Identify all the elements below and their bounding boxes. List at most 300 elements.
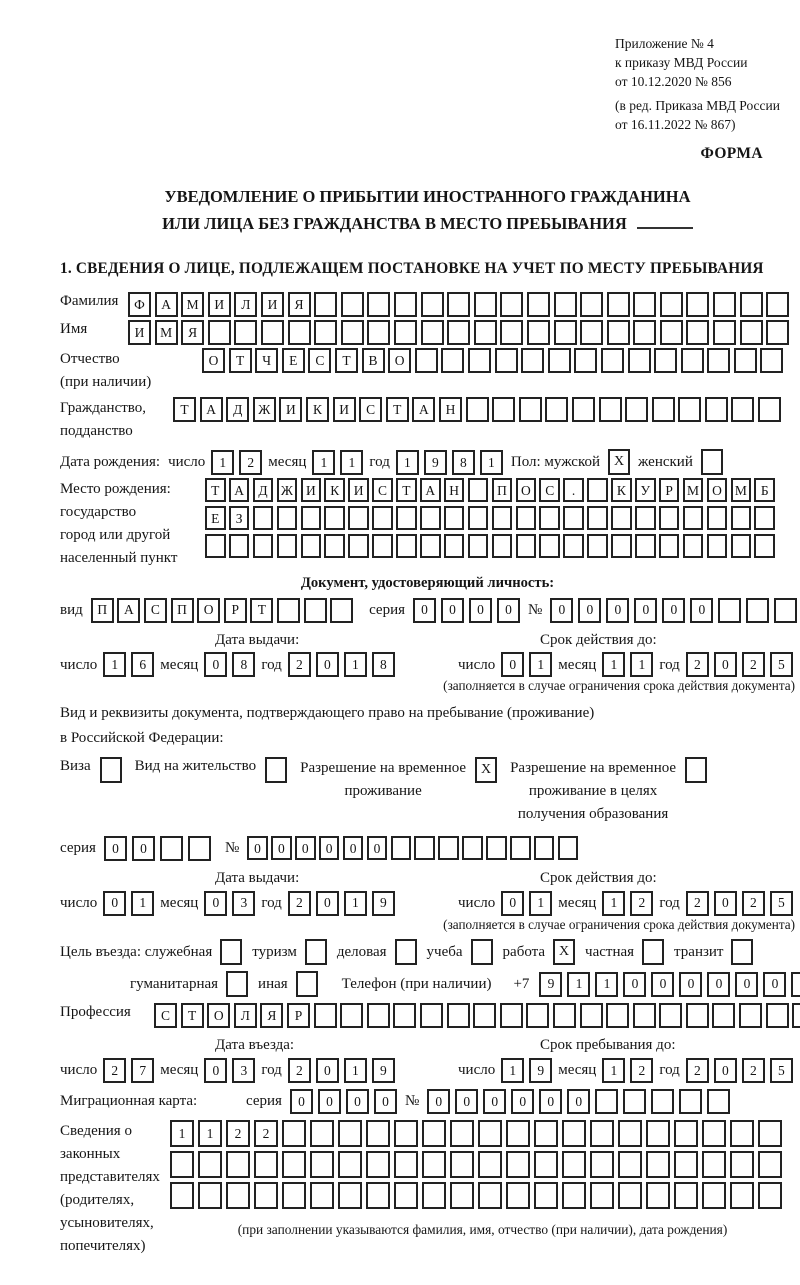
rvp-checkbox[interactable]: X (475, 757, 497, 783)
char-box-filled[interactable]: С (359, 397, 382, 422)
char-box-empty[interactable] (340, 1003, 363, 1028)
char-box-filled[interactable]: 5 (770, 652, 793, 677)
char-box-filled[interactable]: 6 (131, 652, 154, 677)
char-box-empty[interactable] (674, 1120, 698, 1147)
sex-male-checkbox[interactable]: X (608, 449, 630, 475)
char-box-empty[interactable] (282, 1120, 306, 1147)
char-box-filled[interactable]: И (348, 478, 369, 502)
char-box-empty[interactable] (718, 598, 741, 623)
char-box-empty[interactable] (254, 1151, 278, 1178)
char-box-empty[interactable] (707, 534, 728, 558)
char-box-empty[interactable] (348, 506, 369, 530)
char-box-empty[interactable] (394, 292, 417, 317)
char-box-empty[interactable] (792, 1003, 800, 1028)
char-box-filled[interactable]: 0 (679, 972, 702, 997)
char-box-empty[interactable] (731, 397, 754, 422)
sex-female-checkbox[interactable] (701, 449, 723, 475)
char-box-empty[interactable] (324, 506, 345, 530)
char-box-filled[interactable]: С (372, 478, 393, 502)
char-box-empty[interactable] (261, 320, 284, 345)
char-box-filled[interactable]: 2 (288, 891, 311, 916)
char-box-empty[interactable] (282, 1182, 306, 1209)
char-box-empty[interactable] (160, 836, 183, 861)
purpose-private-checkbox[interactable] (642, 939, 664, 965)
char-box-empty[interactable] (659, 1003, 682, 1028)
char-box-empty[interactable] (595, 1089, 618, 1114)
char-box-filled[interactable]: 0 (550, 598, 573, 623)
char-box-empty[interactable] (539, 534, 560, 558)
char-box-filled[interactable]: 0 (623, 972, 646, 997)
char-box-filled[interactable]: . (563, 478, 584, 502)
char-box-filled[interactable]: 1 (396, 450, 419, 475)
char-box-empty[interactable] (277, 506, 298, 530)
char-box-empty[interactable] (450, 1151, 474, 1178)
char-box-filled[interactable]: Д (253, 478, 274, 502)
char-box-filled[interactable]: 1 (595, 972, 618, 997)
char-box-empty[interactable] (420, 506, 441, 530)
char-box-empty[interactable] (633, 320, 656, 345)
char-box-filled[interactable]: 0 (204, 1058, 227, 1083)
char-box-empty[interactable] (391, 836, 412, 860)
char-box-empty[interactable] (229, 534, 250, 558)
char-box-empty[interactable] (625, 397, 648, 422)
char-box-filled[interactable]: М (155, 320, 178, 345)
char-box-empty[interactable] (681, 348, 704, 373)
char-box-filled[interactable]: 0 (483, 1089, 506, 1114)
char-box-empty[interactable] (554, 320, 577, 345)
char-box-filled[interactable]: 1 (567, 972, 590, 997)
char-box-filled[interactable]: 0 (346, 1089, 369, 1114)
char-box-filled[interactable]: 1 (501, 1058, 524, 1083)
char-box-filled[interactable]: А (420, 478, 441, 502)
char-box-filled[interactable]: 0 (707, 972, 730, 997)
char-box-empty[interactable] (341, 320, 364, 345)
char-box-empty[interactable] (198, 1151, 222, 1178)
char-box-filled[interactable]: 1 (344, 652, 367, 677)
char-box-empty[interactable] (474, 320, 497, 345)
char-box-filled[interactable]: 0 (103, 891, 126, 916)
char-box-empty[interactable] (558, 836, 579, 860)
char-box-empty[interactable] (574, 348, 597, 373)
char-box-filled[interactable]: 0 (567, 1089, 590, 1114)
char-box-filled[interactable]: 0 (511, 1089, 534, 1114)
purpose-business-checkbox[interactable] (395, 939, 417, 965)
char-box-empty[interactable] (492, 534, 513, 558)
char-box-filled[interactable]: 2 (254, 1120, 278, 1147)
char-box-empty[interactable] (659, 506, 680, 530)
char-box-empty[interactable] (562, 1182, 586, 1209)
purpose-official-checkbox[interactable] (220, 939, 242, 965)
char-box-empty[interactable] (766, 320, 789, 345)
char-box-empty[interactable] (396, 506, 417, 530)
char-box-filled[interactable]: 1 (602, 1058, 625, 1083)
char-box-empty[interactable] (730, 1120, 754, 1147)
char-box-filled[interactable]: 2 (239, 450, 262, 475)
char-box-empty[interactable] (758, 1151, 782, 1178)
char-box-empty[interactable] (758, 397, 781, 422)
char-box-empty[interactable] (674, 1182, 698, 1209)
char-box-empty[interactable] (366, 1120, 390, 1147)
visa-checkbox[interactable] (100, 757, 122, 783)
char-box-empty[interactable] (707, 348, 730, 373)
char-box-empty[interactable] (338, 1182, 362, 1209)
char-box-filled[interactable]: 2 (288, 1058, 311, 1083)
char-box-empty[interactable] (554, 292, 577, 317)
char-box-filled[interactable]: С (308, 348, 331, 373)
char-box-empty[interactable] (683, 506, 704, 530)
char-box-empty[interactable] (539, 506, 560, 530)
char-box-filled[interactable]: 0 (714, 1058, 737, 1083)
char-box-empty[interactable] (580, 1003, 603, 1028)
char-box-filled[interactable]: 0 (204, 652, 227, 677)
char-box-empty[interactable] (277, 598, 300, 623)
char-box-filled[interactable]: Р (287, 1003, 310, 1028)
char-box-empty[interactable] (646, 1182, 670, 1209)
char-box-empty[interactable] (774, 598, 797, 623)
char-box-empty[interactable] (702, 1151, 726, 1178)
char-box-filled[interactable]: 7 (131, 1058, 154, 1083)
char-box-filled[interactable]: 0 (634, 598, 657, 623)
char-box-empty[interactable] (450, 1120, 474, 1147)
char-box-empty[interactable] (611, 534, 632, 558)
char-box-empty[interactable] (607, 292, 630, 317)
char-box-empty[interactable] (739, 1003, 762, 1028)
char-box-empty[interactable] (367, 1003, 390, 1028)
char-box-empty[interactable] (534, 836, 555, 860)
char-box-empty[interactable] (468, 348, 491, 373)
char-box-empty[interactable] (301, 506, 322, 530)
char-box-filled[interactable]: С (539, 478, 560, 502)
char-box-filled[interactable]: О (388, 348, 411, 373)
char-box-empty[interactable] (740, 320, 763, 345)
char-box-empty[interactable] (562, 1120, 586, 1147)
char-box-empty[interactable] (646, 1120, 670, 1147)
char-box-empty[interactable] (304, 598, 327, 623)
char-box-empty[interactable] (444, 534, 465, 558)
char-box-filled[interactable]: 0 (662, 598, 685, 623)
char-box-empty[interactable] (420, 534, 441, 558)
char-box-empty[interactable] (394, 1182, 418, 1209)
char-box-empty[interactable] (590, 1151, 614, 1178)
char-box-empty[interactable] (628, 348, 651, 373)
char-box-empty[interactable] (478, 1120, 502, 1147)
char-box-empty[interactable] (548, 348, 571, 373)
char-box-empty[interactable] (534, 1182, 558, 1209)
char-box-filled[interactable]: И (301, 478, 322, 502)
purpose-other-checkbox[interactable] (296, 971, 318, 997)
char-box-empty[interactable] (683, 534, 704, 558)
char-box-filled[interactable]: Я (260, 1003, 283, 1028)
char-box-empty[interactable] (516, 534, 537, 558)
char-box-empty[interactable] (198, 1182, 222, 1209)
char-box-empty[interactable] (746, 598, 769, 623)
char-box-empty[interactable] (521, 348, 544, 373)
char-box-empty[interactable] (414, 836, 435, 860)
char-box-filled[interactable]: 0 (413, 598, 436, 623)
char-box-empty[interactable] (654, 348, 677, 373)
char-box-empty[interactable] (372, 506, 393, 530)
char-box-filled[interactable]: Е (282, 348, 305, 373)
char-box-empty[interactable] (754, 534, 775, 558)
purpose-study-checkbox[interactable] (471, 939, 493, 965)
char-box-empty[interactable] (730, 1182, 754, 1209)
char-box-filled[interactable]: 0 (316, 1058, 339, 1083)
char-box-filled[interactable]: 2 (742, 1058, 765, 1083)
char-box-empty[interactable] (500, 320, 523, 345)
char-box-empty[interactable] (478, 1182, 502, 1209)
char-box-empty[interactable] (234, 320, 257, 345)
char-box-filled[interactable]: Т (396, 478, 417, 502)
char-box-filled[interactable]: Л (234, 1003, 257, 1028)
char-box-filled[interactable]: 2 (686, 652, 709, 677)
char-box-empty[interactable] (734, 348, 757, 373)
char-box-empty[interactable] (500, 292, 523, 317)
char-box-empty[interactable] (646, 1151, 670, 1178)
char-box-filled[interactable]: 0 (501, 652, 524, 677)
char-box-empty[interactable] (394, 1151, 418, 1178)
char-box-filled[interactable]: О (197, 598, 220, 623)
char-box-filled[interactable]: 0 (455, 1089, 478, 1114)
char-box-empty[interactable] (441, 348, 464, 373)
char-box-filled[interactable]: 3 (232, 1058, 255, 1083)
char-box-empty[interactable] (253, 506, 274, 530)
char-box-empty[interactable] (254, 1182, 278, 1209)
purpose-work-checkbox[interactable]: X (553, 939, 575, 965)
char-box-empty[interactable] (740, 292, 763, 317)
char-box-filled[interactable]: Я (181, 320, 204, 345)
char-box-empty[interactable] (341, 292, 364, 317)
char-box-filled[interactable]: А (155, 292, 178, 317)
char-box-empty[interactable] (372, 534, 393, 558)
char-box-empty[interactable] (310, 1120, 334, 1147)
char-box-empty[interactable] (415, 348, 438, 373)
char-box-filled[interactable]: 2 (630, 891, 653, 916)
char-box-empty[interactable] (348, 534, 369, 558)
char-box-empty[interactable] (660, 320, 683, 345)
char-box-filled[interactable]: 0 (763, 972, 786, 997)
purpose-transit-checkbox[interactable] (731, 939, 753, 965)
char-box-empty[interactable] (580, 292, 603, 317)
char-box-empty[interactable] (606, 1003, 629, 1028)
char-box-filled[interactable]: 2 (288, 652, 311, 677)
char-box-filled[interactable]: М (181, 292, 204, 317)
char-box-filled[interactable]: Т (229, 348, 252, 373)
char-box-filled[interactable]: С (154, 1003, 177, 1028)
char-box-filled[interactable]: 0 (374, 1089, 397, 1114)
char-box-filled[interactable]: П (91, 598, 114, 623)
char-box-empty[interactable] (651, 1089, 674, 1114)
char-box-filled[interactable]: 9 (372, 891, 395, 916)
char-box-filled[interactable]: 2 (630, 1058, 653, 1083)
char-box-filled[interactable]: Л (234, 292, 257, 317)
char-box-filled[interactable]: О (207, 1003, 230, 1028)
char-box-empty[interactable] (314, 320, 337, 345)
char-box-empty[interactable] (314, 1003, 337, 1028)
char-box-filled[interactable]: 0 (501, 891, 524, 916)
char-box-filled[interactable]: 0 (441, 598, 464, 623)
char-box-filled[interactable]: О (707, 478, 728, 502)
char-box-filled[interactable]: К (306, 397, 329, 422)
char-box-empty[interactable] (731, 534, 752, 558)
char-box-empty[interactable] (367, 292, 390, 317)
char-box-filled[interactable]: 9 (424, 450, 447, 475)
char-box-empty[interactable] (534, 1151, 558, 1178)
char-box-filled[interactable]: 2 (686, 1058, 709, 1083)
char-box-filled[interactable]: 1 (103, 652, 126, 677)
char-box-filled[interactable]: 0 (104, 836, 127, 861)
char-box-filled[interactable]: Т (386, 397, 409, 422)
char-box-empty[interactable] (766, 1003, 789, 1028)
char-box-filled[interactable]: З (229, 506, 250, 530)
char-box-filled[interactable]: А (200, 397, 223, 422)
char-box-filled[interactable]: 1 (340, 450, 363, 475)
char-box-filled[interactable]: 1 (630, 652, 653, 677)
char-box-filled[interactable]: 9 (372, 1058, 395, 1083)
char-box-empty[interactable] (618, 1120, 642, 1147)
char-box-empty[interactable] (587, 534, 608, 558)
char-box-empty[interactable] (188, 836, 211, 861)
char-box-empty[interactable] (444, 506, 465, 530)
char-box-filled[interactable]: М (731, 478, 752, 502)
char-box-empty[interactable] (447, 320, 470, 345)
char-box-filled[interactable]: 1 (211, 450, 234, 475)
char-box-filled[interactable]: 2 (103, 1058, 126, 1083)
char-box-empty[interactable] (506, 1151, 530, 1178)
char-box-filled[interactable]: 1 (344, 891, 367, 916)
char-box-empty[interactable] (253, 534, 274, 558)
char-box-empty[interactable] (623, 1089, 646, 1114)
char-box-filled[interactable]: М (683, 478, 704, 502)
char-box-filled[interactable]: Т (335, 348, 358, 373)
char-box-filled[interactable]: 8 (232, 652, 255, 677)
char-box-empty[interactable] (394, 320, 417, 345)
char-box-filled[interactable]: Т (173, 397, 196, 422)
char-box-filled[interactable]: 2 (742, 891, 765, 916)
char-box-empty[interactable] (563, 506, 584, 530)
char-box-empty[interactable] (754, 506, 775, 530)
char-box-filled[interactable]: А (117, 598, 140, 623)
char-box-empty[interactable] (338, 1120, 362, 1147)
char-box-empty[interactable] (447, 292, 470, 317)
char-box-empty[interactable] (506, 1120, 530, 1147)
char-box-filled[interactable]: Я (288, 292, 311, 317)
char-box-filled[interactable]: Ч (255, 348, 278, 373)
char-box-empty[interactable] (486, 836, 507, 860)
char-box-filled[interactable]: 1 (602, 652, 625, 677)
char-box-empty[interactable] (587, 506, 608, 530)
char-box-filled[interactable]: Е (205, 506, 226, 530)
char-box-empty[interactable] (474, 292, 497, 317)
char-box-empty[interactable] (730, 1151, 754, 1178)
char-box-filled[interactable]: 0 (132, 836, 155, 861)
char-box-empty[interactable] (527, 292, 550, 317)
char-box-empty[interactable] (618, 1151, 642, 1178)
char-box-filled[interactable]: 2 (226, 1120, 250, 1147)
char-box-filled[interactable]: И (128, 320, 151, 345)
rvp-edu-checkbox[interactable] (685, 757, 707, 783)
char-box-empty[interactable] (394, 1120, 418, 1147)
char-box-empty[interactable] (599, 397, 622, 422)
char-box-empty[interactable] (686, 1003, 709, 1028)
char-box-filled[interactable]: 1 (131, 891, 154, 916)
char-box-filled[interactable]: 8 (452, 450, 475, 475)
char-box-filled[interactable]: 9 (539, 972, 562, 997)
char-box-filled[interactable]: И (279, 397, 302, 422)
char-box-filled[interactable]: 1 (602, 891, 625, 916)
char-box-filled[interactable]: А (412, 397, 435, 422)
char-box-empty[interactable] (462, 836, 483, 860)
char-box-empty[interactable] (422, 1151, 446, 1178)
char-box-filled[interactable]: 1 (170, 1120, 194, 1147)
char-box-empty[interactable] (635, 534, 656, 558)
char-box-filled[interactable]: 0 (497, 598, 520, 623)
char-box-empty[interactable] (338, 1151, 362, 1178)
char-box-empty[interactable] (492, 397, 515, 422)
char-box-empty[interactable] (473, 1003, 496, 1028)
char-box-empty[interactable] (277, 534, 298, 558)
char-box-empty[interactable] (587, 478, 608, 502)
char-box-filled[interactable]: Н (444, 478, 465, 502)
char-box-filled[interactable]: Ж (253, 397, 276, 422)
char-box-empty[interactable] (611, 506, 632, 530)
char-box-empty[interactable] (707, 1089, 730, 1114)
char-box-empty[interactable] (635, 506, 656, 530)
char-box-filled[interactable]: 8 (372, 652, 395, 677)
char-box-filled[interactable]: 0 (247, 836, 268, 860)
char-box-filled[interactable]: 0 (316, 652, 339, 677)
char-box-empty[interactable] (478, 1151, 502, 1178)
char-box-filled[interactable]: 5 (770, 891, 793, 916)
char-box-empty[interactable] (607, 320, 630, 345)
char-box-empty[interactable] (702, 1120, 726, 1147)
char-box-empty[interactable] (170, 1182, 194, 1209)
char-box-empty[interactable] (633, 1003, 656, 1028)
char-box-empty[interactable] (314, 292, 337, 317)
char-box-filled[interactable]: Р (659, 478, 680, 502)
char-box-empty[interactable] (393, 1003, 416, 1028)
char-box-filled[interactable]: О (202, 348, 225, 373)
char-box-empty[interactable] (422, 1182, 446, 1209)
char-box-filled[interactable]: Ж (277, 478, 298, 502)
char-box-empty[interactable] (601, 348, 624, 373)
char-box-empty[interactable] (447, 1003, 470, 1028)
char-box-empty[interactable] (226, 1182, 250, 1209)
char-box-filled[interactable]: И (261, 292, 284, 317)
char-box-empty[interactable] (553, 1003, 576, 1028)
char-box-filled[interactable]: Т (181, 1003, 204, 1028)
char-box-empty[interactable] (438, 836, 459, 860)
char-box-filled[interactable]: У (635, 478, 656, 502)
char-box-empty[interactable] (420, 1003, 443, 1028)
char-box-empty[interactable] (707, 506, 728, 530)
char-box-empty[interactable] (208, 320, 231, 345)
residence-permit-checkbox[interactable] (265, 757, 287, 783)
char-box-filled[interactable]: 1 (198, 1120, 222, 1147)
char-box-empty[interactable] (580, 320, 603, 345)
char-box-filled[interactable]: 0 (651, 972, 674, 997)
char-box-empty[interactable] (713, 292, 736, 317)
char-box-filled[interactable]: Т (205, 478, 226, 502)
char-box-empty[interactable] (367, 320, 390, 345)
char-box-filled[interactable]: 5 (770, 1058, 793, 1083)
char-box-filled[interactable]: 1 (529, 891, 552, 916)
purpose-tourism-checkbox[interactable] (305, 939, 327, 965)
char-box-empty[interactable] (282, 1151, 306, 1178)
char-box-filled[interactable]: 0 (343, 836, 364, 860)
char-box-empty[interactable] (330, 598, 353, 623)
char-box-empty[interactable] (466, 397, 489, 422)
char-box-empty[interactable] (527, 320, 550, 345)
